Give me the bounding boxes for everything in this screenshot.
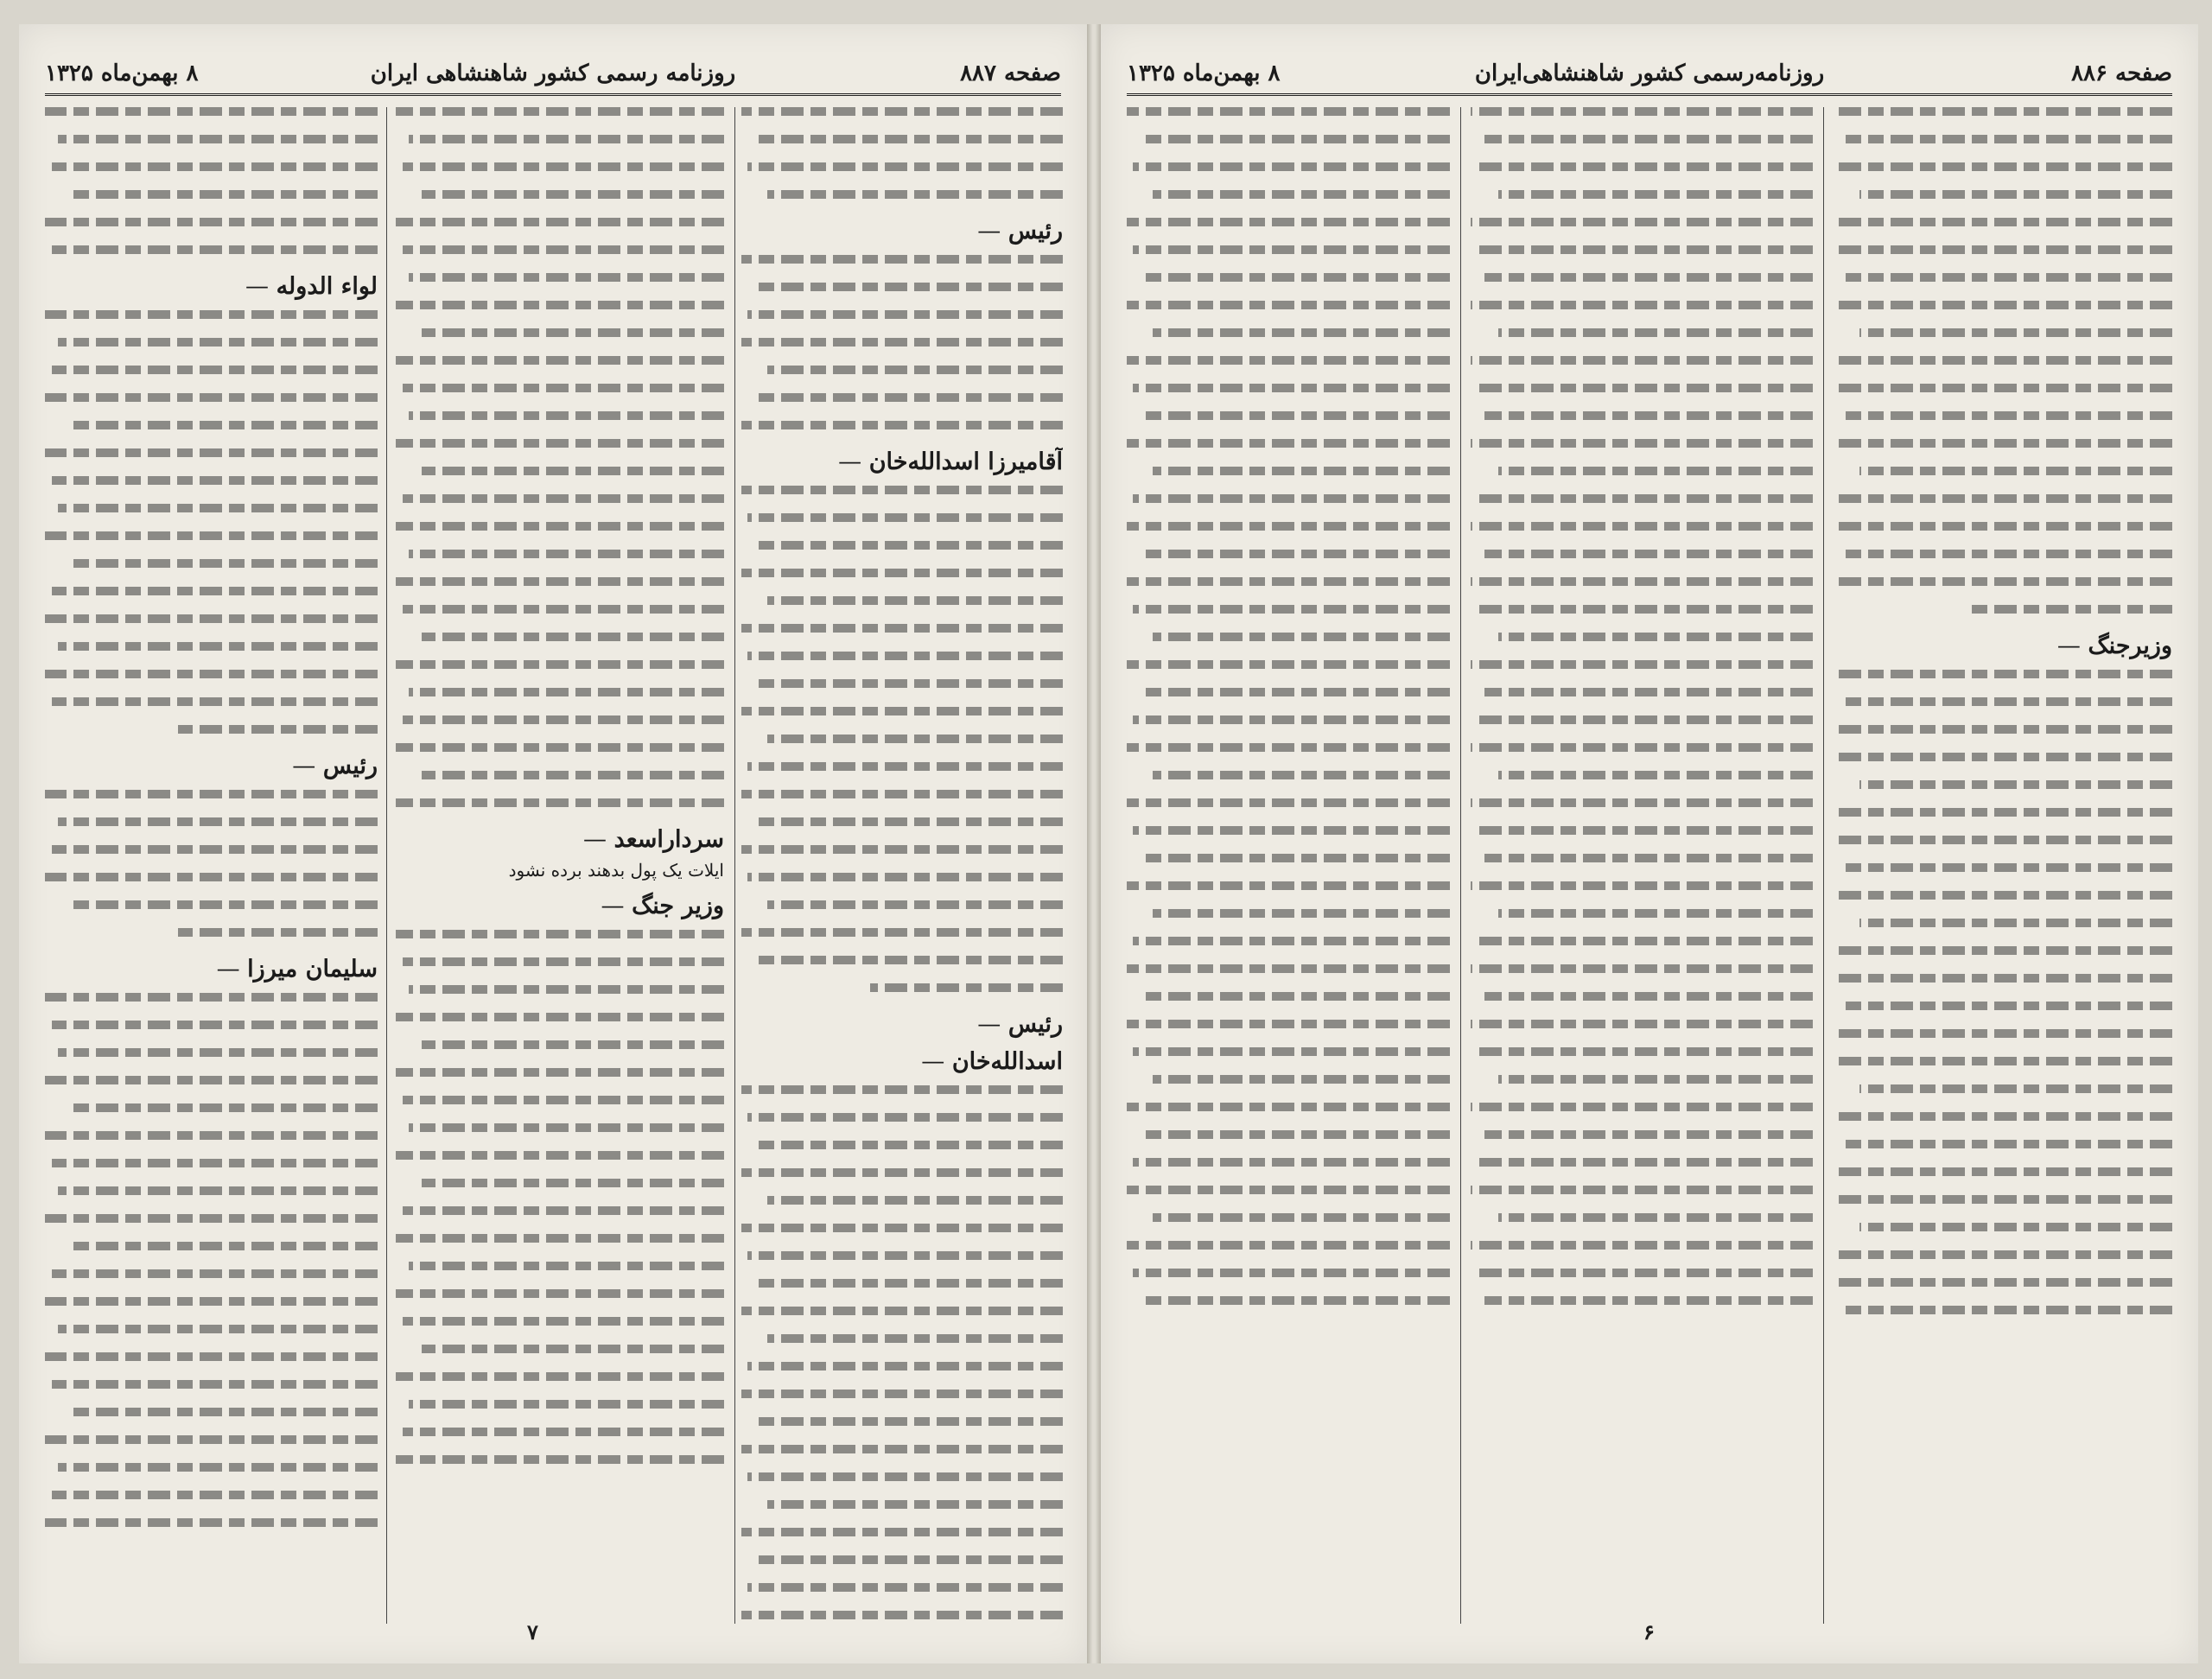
speaker-label: آقامیرزا اسدالله‌خان — (838, 448, 1063, 475)
right-page-number: صفحه ۸۸۶ (2071, 60, 2172, 86)
speaker-label: اسدالله‌خان — (921, 1048, 1063, 1075)
speaker-label: رئیس — (292, 753, 378, 779)
speaker-label: وزیرجنگ — (2056, 633, 2172, 659)
speaker-label: سلیمان میرزا — (216, 956, 378, 983)
right-column-3 (1127, 107, 1450, 1624)
speaker-label: رئیس — (977, 1011, 1063, 1038)
left-column-1 (741, 107, 1063, 1624)
right-page-date: ۸ بهمن‌ماه ۱۳۲۵ (1127, 60, 1281, 86)
left-page-header (45, 55, 1061, 96)
left-page-number: صفحه ۸۸۷ (960, 60, 1061, 86)
page-folio: ۶ (1643, 1619, 1655, 1644)
column-phrase: ایلات یک پول بدهند برده نشود (508, 860, 724, 881)
speaker-label: رئیس — (977, 218, 1063, 245)
book-gutter (1087, 24, 1101, 1663)
column-rule (1823, 107, 1824, 1624)
right-page (1101, 24, 2198, 1663)
page-folio: ۷ (527, 1619, 538, 1644)
left-page-title: روزنامه رسمی کشور شاهنشاهی ایران (370, 60, 736, 86)
left-page (19, 24, 1087, 1663)
right-page-title: روزنامه‌رسمی کشور شاهنشاهی‌ایران (1474, 60, 1825, 86)
column-rule (734, 107, 735, 1624)
right-page-header (1127, 55, 2172, 96)
speaker-label: وزیر جنگ — (601, 893, 724, 919)
left-column-2 (396, 107, 724, 1624)
left-page-date: ۸ بهمن‌ماه ۱۳۲۵ (45, 60, 199, 86)
speaker-label: سردار‌اسعد — (583, 826, 724, 853)
column-rule (386, 107, 387, 1624)
right-column-2 (1471, 107, 1813, 1624)
right-column-1 (1832, 107, 2172, 1624)
column-rule (1460, 107, 1461, 1624)
left-column-3 (45, 107, 378, 1624)
speaker-label: لواء الدوله — (245, 273, 378, 300)
